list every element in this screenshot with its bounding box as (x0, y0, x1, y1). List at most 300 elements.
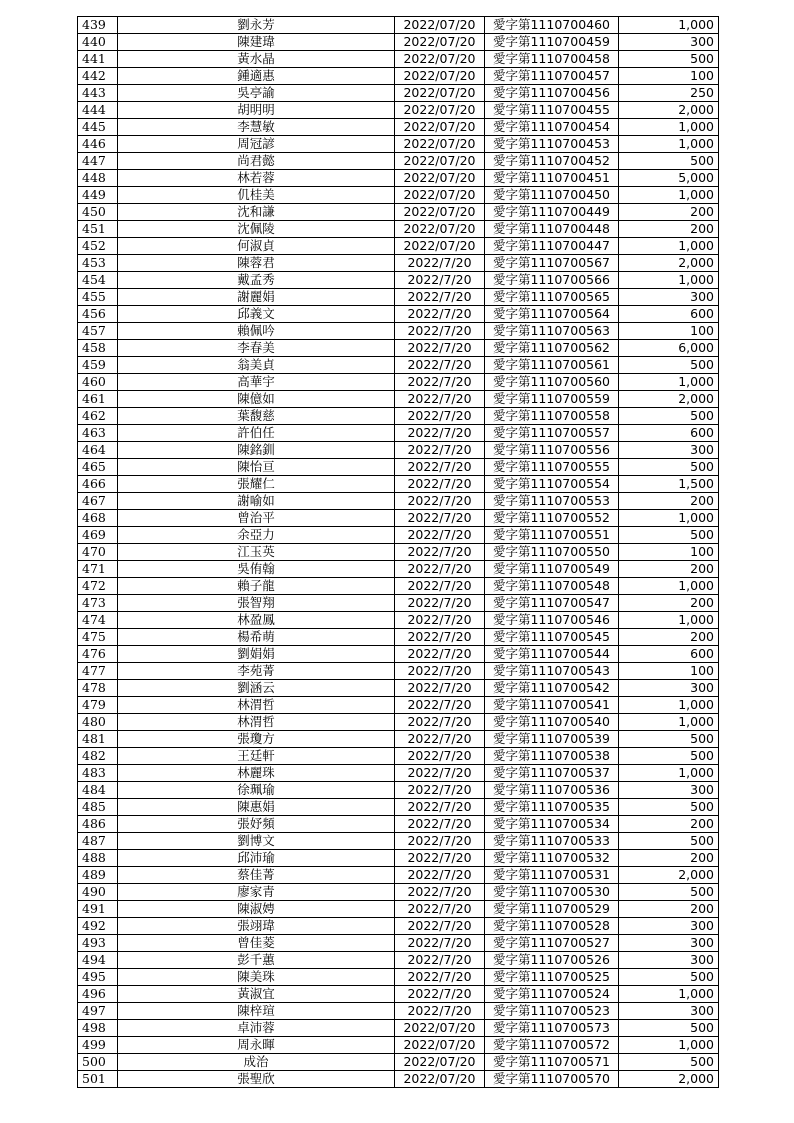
row-number: 459 (78, 357, 118, 374)
donation-amount: 300 (619, 952, 719, 969)
donation-date: 2022/7/20 (395, 969, 485, 986)
row-number: 439 (78, 17, 118, 34)
donation-amount: 200 (619, 493, 719, 510)
donation-amount: 2,000 (619, 391, 719, 408)
donation-date: 2022/7/20 (395, 986, 485, 1003)
table-row (78, 102, 719, 119)
donor-name: 高華宇 (118, 374, 395, 391)
table-row (78, 527, 719, 544)
row-number: 478 (78, 680, 118, 697)
donation-date: 2022/7/20 (395, 850, 485, 867)
donation-amount: 500 (619, 799, 719, 816)
table-row (78, 17, 719, 34)
donation-amount: 500 (619, 1020, 719, 1037)
receipt-number: 愛字第1110700537 (485, 765, 619, 782)
receipt-number: 愛字第1110700546 (485, 612, 619, 629)
donation-amount: 1,000 (619, 510, 719, 527)
donor-name: 張妤頻 (118, 816, 395, 833)
donor-name: 楊希萌 (118, 629, 395, 646)
donor-name: 黃淑宜 (118, 986, 395, 1003)
donation-amount: 200 (619, 901, 719, 918)
row-number: 486 (78, 816, 118, 833)
donor-name: 周永暉 (118, 1037, 395, 1054)
donation-date: 2022/7/20 (395, 952, 485, 969)
donor-name: 謝喻如 (118, 493, 395, 510)
receipt-number: 愛字第1110700560 (485, 374, 619, 391)
table-row (78, 816, 719, 833)
row-number: 465 (78, 459, 118, 476)
row-number: 497 (78, 1003, 118, 1020)
donation-amount: 500 (619, 731, 719, 748)
donation-date: 2022/7/20 (395, 1003, 485, 1020)
receipt-number: 愛字第1110700563 (485, 323, 619, 340)
donor-name: 沈和謙 (118, 204, 395, 221)
donation-date: 2022/07/20 (395, 1071, 485, 1088)
row-number: 454 (78, 272, 118, 289)
receipt-number: 愛字第1110700457 (485, 68, 619, 85)
receipt-number: 愛字第1110700450 (485, 187, 619, 204)
table-row (78, 204, 719, 221)
donation-amount: 500 (619, 969, 719, 986)
donation-amount: 1,000 (619, 578, 719, 595)
donation-date: 2022/07/20 (395, 34, 485, 51)
donation-date: 2022/7/20 (395, 340, 485, 357)
donor-name: 劉永芳 (118, 17, 395, 34)
row-number: 493 (78, 935, 118, 952)
donor-name: 陳億如 (118, 391, 395, 408)
donor-name: 胡明明 (118, 102, 395, 119)
receipt-number: 愛字第1110700542 (485, 680, 619, 697)
table-row (78, 136, 719, 153)
donation-date: 2022/7/20 (395, 612, 485, 629)
receipt-number: 愛字第1110700550 (485, 544, 619, 561)
receipt-number: 愛字第1110700529 (485, 901, 619, 918)
donation-amount: 300 (619, 442, 719, 459)
donation-amount: 1,000 (619, 17, 719, 34)
donation-date: 2022/7/20 (395, 884, 485, 901)
donor-name: 曾治平 (118, 510, 395, 527)
donation-date: 2022/7/20 (395, 527, 485, 544)
table-row (78, 459, 719, 476)
donation-amount: 300 (619, 918, 719, 935)
donor-name: 吳亭諭 (118, 85, 395, 102)
donation-amount: 1,000 (619, 697, 719, 714)
donation-date: 2022/7/20 (395, 459, 485, 476)
donation-amount: 300 (619, 782, 719, 799)
receipt-number: 愛字第1110700544 (485, 646, 619, 663)
table-row (78, 1003, 719, 1020)
donation-amount: 500 (619, 408, 719, 425)
table-row (78, 187, 719, 204)
row-number: 468 (78, 510, 118, 527)
row-number: 476 (78, 646, 118, 663)
receipt-number: 愛字第1110700540 (485, 714, 619, 731)
table-row (78, 374, 719, 391)
table-row (78, 544, 719, 561)
donation-date: 2022/7/20 (395, 408, 485, 425)
receipt-number: 愛字第1110700532 (485, 850, 619, 867)
donor-name: 張聖欣 (118, 1071, 395, 1088)
donor-name: 陳美珠 (118, 969, 395, 986)
row-number: 489 (78, 867, 118, 884)
donor-name: 陳梓瑄 (118, 1003, 395, 1020)
donation-date: 2022/7/20 (395, 867, 485, 884)
donation-date: 2022/7/20 (395, 629, 485, 646)
row-number: 443 (78, 85, 118, 102)
table-row (78, 493, 719, 510)
donation-date: 2022/7/20 (395, 323, 485, 340)
table-row (78, 323, 719, 340)
donation-date: 2022/7/20 (395, 765, 485, 782)
table-row (78, 425, 719, 442)
donor-name: 卓沛蓉 (118, 1020, 395, 1037)
table-row (78, 357, 719, 374)
row-number: 483 (78, 765, 118, 782)
donor-name: 李春美 (118, 340, 395, 357)
receipt-number: 愛字第1110700545 (485, 629, 619, 646)
donation-amount: 1,000 (619, 714, 719, 731)
donation-date: 2022/7/20 (395, 255, 485, 272)
donation-date: 2022/7/20 (395, 595, 485, 612)
donor-name: 徐珮瑜 (118, 782, 395, 799)
table-row (78, 697, 719, 714)
donation-date: 2022/07/20 (395, 221, 485, 238)
donation-date: 2022/7/20 (395, 680, 485, 697)
donor-name: 陳惠娟 (118, 799, 395, 816)
donation-amount: 500 (619, 748, 719, 765)
donation-amount: 300 (619, 289, 719, 306)
donation-amount: 100 (619, 544, 719, 561)
table-row (78, 170, 719, 187)
row-number: 484 (78, 782, 118, 799)
donation-date: 2022/07/20 (395, 136, 485, 153)
donation-amount: 200 (619, 816, 719, 833)
table-row (78, 51, 719, 68)
donation-amount: 1,000 (619, 765, 719, 782)
receipt-number: 愛字第1110700566 (485, 272, 619, 289)
row-number: 494 (78, 952, 118, 969)
donation-date: 2022/07/20 (395, 187, 485, 204)
donation-date: 2022/07/20 (395, 102, 485, 119)
row-number: 458 (78, 340, 118, 357)
table-row (78, 918, 719, 935)
table-row (78, 153, 719, 170)
receipt-number: 愛字第1110700556 (485, 442, 619, 459)
receipt-number: 愛字第1110700528 (485, 918, 619, 935)
donation-amount: 1,500 (619, 476, 719, 493)
receipt-number: 愛字第1110700541 (485, 697, 619, 714)
row-number: 471 (78, 561, 118, 578)
donation-date: 2022/7/20 (395, 272, 485, 289)
row-number: 485 (78, 799, 118, 816)
donation-date: 2022/7/20 (395, 646, 485, 663)
donor-name: 張瓊方 (118, 731, 395, 748)
donor-name: 賴子龍 (118, 578, 395, 595)
donor-name: 何淑貞 (118, 238, 395, 255)
donor-name: 陳淑娉 (118, 901, 395, 918)
donation-date: 2022/7/20 (395, 918, 485, 935)
donation-amount: 600 (619, 425, 719, 442)
donor-name: 廖家青 (118, 884, 395, 901)
table-row (78, 1071, 719, 1088)
donor-name: 翁美貞 (118, 357, 395, 374)
donation-amount: 6,000 (619, 340, 719, 357)
receipt-number: 愛字第1110700527 (485, 935, 619, 952)
donation-date: 2022/7/20 (395, 697, 485, 714)
table-row (78, 748, 719, 765)
receipt-number: 愛字第1110700564 (485, 306, 619, 323)
donor-name: 余亞力 (118, 527, 395, 544)
receipt-number: 愛字第1110700561 (485, 357, 619, 374)
donation-amount: 1,000 (619, 238, 719, 255)
donation-date: 2022/7/20 (395, 833, 485, 850)
donor-name: 江玉英 (118, 544, 395, 561)
donation-date: 2022/7/20 (395, 561, 485, 578)
donation-date: 2022/07/20 (395, 170, 485, 187)
donation-amount: 1,000 (619, 136, 719, 153)
row-number: 462 (78, 408, 118, 425)
donation-amount: 200 (619, 595, 719, 612)
donor-name: 周冠諺 (118, 136, 395, 153)
donor-name: 許伯任 (118, 425, 395, 442)
donation-amount: 200 (619, 204, 719, 221)
donation-date: 2022/07/20 (395, 51, 485, 68)
table-row (78, 731, 719, 748)
table-row (78, 476, 719, 493)
table-row (78, 969, 719, 986)
donation-date: 2022/07/20 (395, 1054, 485, 1071)
donor-name: 林麗珠 (118, 765, 395, 782)
row-number: 474 (78, 612, 118, 629)
donation-amount: 5,000 (619, 170, 719, 187)
table-row (78, 833, 719, 850)
row-number: 491 (78, 901, 118, 918)
table-row (78, 935, 719, 952)
donor-name: 謝麗娟 (118, 289, 395, 306)
table-row (78, 629, 719, 646)
table-row (78, 646, 719, 663)
donation-amount: 500 (619, 833, 719, 850)
receipt-number: 愛字第1110700460 (485, 17, 619, 34)
donation-amount: 500 (619, 884, 719, 901)
receipt-number: 愛字第1110700552 (485, 510, 619, 527)
donation-amount: 1,000 (619, 272, 719, 289)
donor-name: 劉博文 (118, 833, 395, 850)
row-number: 446 (78, 136, 118, 153)
receipt-number: 愛字第1110700530 (485, 884, 619, 901)
donation-date: 2022/7/20 (395, 782, 485, 799)
row-number: 496 (78, 986, 118, 1003)
donor-name: 吳侑翰 (118, 561, 395, 578)
row-number: 457 (78, 323, 118, 340)
receipt-number: 愛字第1110700526 (485, 952, 619, 969)
donor-name: 劉娟娟 (118, 646, 395, 663)
donation-amount: 1,000 (619, 612, 719, 629)
row-number: 492 (78, 918, 118, 935)
receipt-number: 愛字第1110700539 (485, 731, 619, 748)
receipt-number: 愛字第1110700451 (485, 170, 619, 187)
table-row (78, 442, 719, 459)
row-number: 448 (78, 170, 118, 187)
donor-name: 李苑菁 (118, 663, 395, 680)
donation-amount: 1,000 (619, 187, 719, 204)
table-row (78, 799, 719, 816)
row-number: 482 (78, 748, 118, 765)
donor-name: 賴佩吟 (118, 323, 395, 340)
donation-date: 2022/7/20 (395, 544, 485, 561)
row-number: 461 (78, 391, 118, 408)
donor-name: 陳怡亘 (118, 459, 395, 476)
donation-date: 2022/7/20 (395, 799, 485, 816)
receipt-number: 愛字第1110700559 (485, 391, 619, 408)
receipt-number: 愛字第1110700555 (485, 459, 619, 476)
donor-name: 尚君懿 (118, 153, 395, 170)
donor-name: 陳蓉君 (118, 255, 395, 272)
receipt-number: 愛字第1110700454 (485, 119, 619, 136)
donation-amount: 100 (619, 68, 719, 85)
receipt-number: 愛字第1110700458 (485, 51, 619, 68)
donation-amount: 200 (619, 221, 719, 238)
row-number: 453 (78, 255, 118, 272)
receipt-number: 愛字第1110700551 (485, 527, 619, 544)
table-row (78, 340, 719, 357)
receipt-number: 愛字第1110700448 (485, 221, 619, 238)
donation-date: 2022/7/20 (395, 816, 485, 833)
row-number: 475 (78, 629, 118, 646)
row-number: 440 (78, 34, 118, 51)
donation-amount: 500 (619, 527, 719, 544)
donor-name: 黃水晶 (118, 51, 395, 68)
table-row (78, 782, 719, 799)
donor-name: 林渭哲 (118, 697, 395, 714)
row-number: 460 (78, 374, 118, 391)
row-number: 470 (78, 544, 118, 561)
receipt-number: 愛字第1110700553 (485, 493, 619, 510)
donation-date: 2022/07/20 (395, 153, 485, 170)
donation-date: 2022/7/20 (395, 578, 485, 595)
donation-date: 2022/07/20 (395, 238, 485, 255)
row-number: 464 (78, 442, 118, 459)
donation-amount: 100 (619, 323, 719, 340)
row-number: 467 (78, 493, 118, 510)
table-row (78, 561, 719, 578)
donation-amount: 250 (619, 85, 719, 102)
table-row (78, 1037, 719, 1054)
receipt-number: 愛字第1110700570 (485, 1071, 619, 1088)
donation-amount: 2,000 (619, 102, 719, 119)
row-number: 487 (78, 833, 118, 850)
table-row (78, 1054, 719, 1071)
row-number: 441 (78, 51, 118, 68)
donation-amount: 500 (619, 153, 719, 170)
donor-name: 沈佩陵 (118, 221, 395, 238)
row-number: 498 (78, 1020, 118, 1037)
receipt-number: 愛字第1110700547 (485, 595, 619, 612)
row-number: 472 (78, 578, 118, 595)
table-row (78, 884, 719, 901)
table-row (78, 306, 719, 323)
donation-amount: 300 (619, 1003, 719, 1020)
donation-date: 2022/07/20 (395, 17, 485, 34)
donation-date: 2022/07/20 (395, 85, 485, 102)
receipt-number: 愛字第1110700554 (485, 476, 619, 493)
receipt-number: 愛字第1110700534 (485, 816, 619, 833)
donation-date: 2022/07/20 (395, 1037, 485, 1054)
donation-amount: 500 (619, 1054, 719, 1071)
table-row (78, 255, 719, 272)
donation-amount: 200 (619, 629, 719, 646)
receipt-number: 愛字第1110700452 (485, 153, 619, 170)
table-row (78, 578, 719, 595)
receipt-number: 愛字第1110700459 (485, 34, 619, 51)
row-number: 495 (78, 969, 118, 986)
donor-name: 蔡佳菁 (118, 867, 395, 884)
donor-name: 葉馥慈 (118, 408, 395, 425)
donation-date: 2022/07/20 (395, 1020, 485, 1037)
donor-name: 張翊瑋 (118, 918, 395, 935)
row-number: 488 (78, 850, 118, 867)
donor-name: 林盈鳳 (118, 612, 395, 629)
donation-amount: 2,000 (619, 1071, 719, 1088)
table-row (78, 680, 719, 697)
receipt-number: 愛字第1110700536 (485, 782, 619, 799)
row-number: 479 (78, 697, 118, 714)
receipt-number: 愛字第1110700531 (485, 867, 619, 884)
table-row (78, 595, 719, 612)
receipt-number: 愛字第1110700548 (485, 578, 619, 595)
receipt-number: 愛字第1110700453 (485, 136, 619, 153)
table-row (78, 85, 719, 102)
donation-amount: 300 (619, 34, 719, 51)
receipt-number: 愛字第1110700449 (485, 204, 619, 221)
donation-amount: 300 (619, 680, 719, 697)
donation-date: 2022/7/20 (395, 425, 485, 442)
donation-amount: 2,000 (619, 255, 719, 272)
donation-date: 2022/7/20 (395, 935, 485, 952)
donation-amount: 500 (619, 459, 719, 476)
donation-table-body (78, 17, 719, 1088)
row-number: 501 (78, 1071, 118, 1088)
row-number: 463 (78, 425, 118, 442)
row-number: 469 (78, 527, 118, 544)
table-row (78, 952, 719, 969)
receipt-number: 愛字第1110700523 (485, 1003, 619, 1020)
donation-amount: 2,000 (619, 867, 719, 884)
table-row (78, 1020, 719, 1037)
donation-date: 2022/7/20 (395, 714, 485, 731)
table-row (78, 850, 719, 867)
donation-date: 2022/7/20 (395, 476, 485, 493)
donation-amount: 300 (619, 935, 719, 952)
donation-date: 2022/07/20 (395, 204, 485, 221)
donation-amount: 1,000 (619, 986, 719, 1003)
receipt-number: 愛字第1110700525 (485, 969, 619, 986)
donation-date: 2022/07/20 (395, 119, 485, 136)
donation-date: 2022/7/20 (395, 374, 485, 391)
donation-amount: 500 (619, 51, 719, 68)
table-row (78, 510, 719, 527)
donor-name: 彭千蕙 (118, 952, 395, 969)
table-row (78, 289, 719, 306)
donor-name: 曾佳菱 (118, 935, 395, 952)
donation-date: 2022/7/20 (395, 493, 485, 510)
donor-name: 張智翔 (118, 595, 395, 612)
donation-date: 2022/7/20 (395, 306, 485, 323)
receipt-number: 愛字第1110700572 (485, 1037, 619, 1054)
donor-name: 陳銘釧 (118, 442, 395, 459)
table-row (78, 119, 719, 136)
table-row (78, 612, 719, 629)
